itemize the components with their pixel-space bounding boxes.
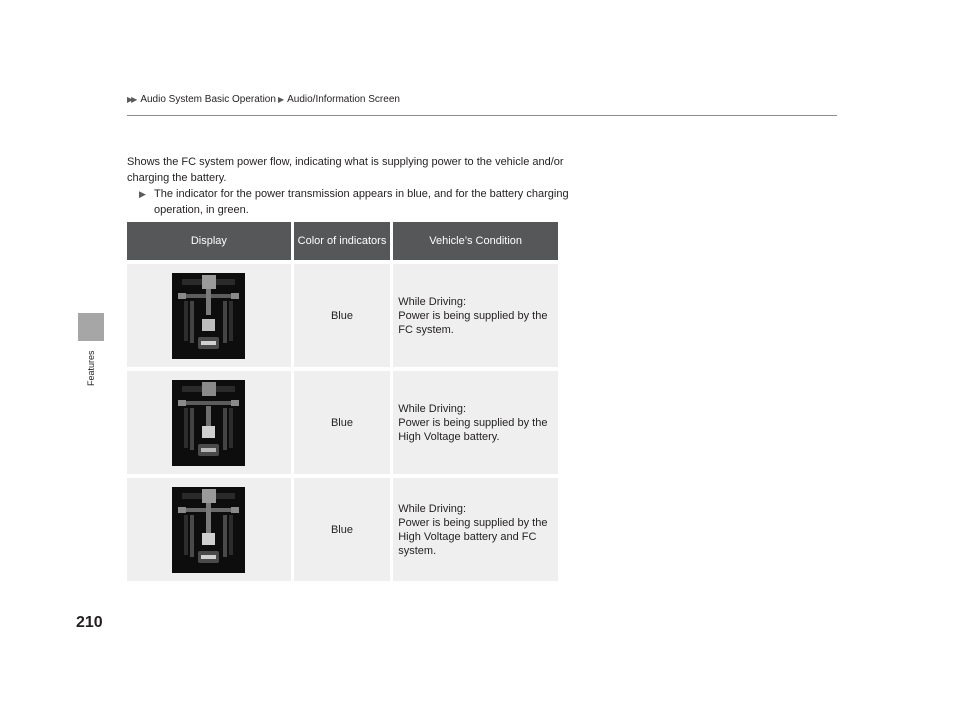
- fc-power-flow-icon: [172, 273, 245, 359]
- condition-title: While Driving:: [398, 502, 467, 515]
- power-flow-table: [127, 222, 558, 581]
- display-cell: [127, 371, 291, 474]
- breadcrumb: [127, 94, 400, 105]
- display-cell: [127, 264, 291, 367]
- header-color: Color of indicators: [297, 234, 387, 247]
- battery-and-fc-power-flow-icon: [172, 487, 245, 573]
- condition-text: Power is being supplied by the High Voltage battery.: [398, 416, 548, 443]
- condition-text: Power is being supplied by the High Voltage battery and FC system.: [398, 516, 548, 557]
- section-label: Features: [86, 350, 96, 386]
- table-header: [127, 222, 558, 260]
- section-tab[interactable]: [78, 313, 104, 341]
- header-display: Display: [190, 234, 227, 247]
- breadcrumb-item[interactable]: Audio System Basic Operation: [140, 94, 276, 105]
- condition-cell: [393, 478, 558, 581]
- color-cell: Blue: [330, 309, 353, 322]
- table-row: [127, 371, 558, 474]
- battery-power-flow-icon: [172, 380, 245, 466]
- double-arrow-icon: ▶▶: [127, 95, 136, 104]
- breadcrumb-item[interactable]: Audio/Information Screen: [287, 94, 400, 105]
- page-number: 210: [76, 614, 103, 631]
- arrow-icon: ▶: [139, 189, 143, 199]
- color-cell: Blue: [330, 416, 353, 429]
- display-cell: [127, 478, 291, 581]
- condition-cell: [393, 371, 558, 474]
- intro-text: Shows the FC system power flow, indicating what is supplying power to the vehicle and/or charging the battery.: [127, 156, 564, 184]
- table-row: [127, 264, 558, 367]
- color-cell: Blue: [330, 523, 353, 536]
- condition-text: Power is being supplied by the FC system.: [398, 309, 548, 336]
- arrow-icon: ▶: [277, 95, 283, 104]
- header-condition: Vehicle’s Condition: [429, 234, 522, 247]
- note: [139, 186, 569, 218]
- table-row: [127, 478, 558, 581]
- condition-title: While Driving:: [398, 402, 467, 415]
- note-text: The indicator for the power transmission appears in blue, and for the battery charging operation, in green.: [154, 188, 569, 216]
- header-rule: [127, 115, 837, 116]
- condition-cell: [393, 264, 558, 367]
- condition-title: While Driving:: [398, 295, 467, 308]
